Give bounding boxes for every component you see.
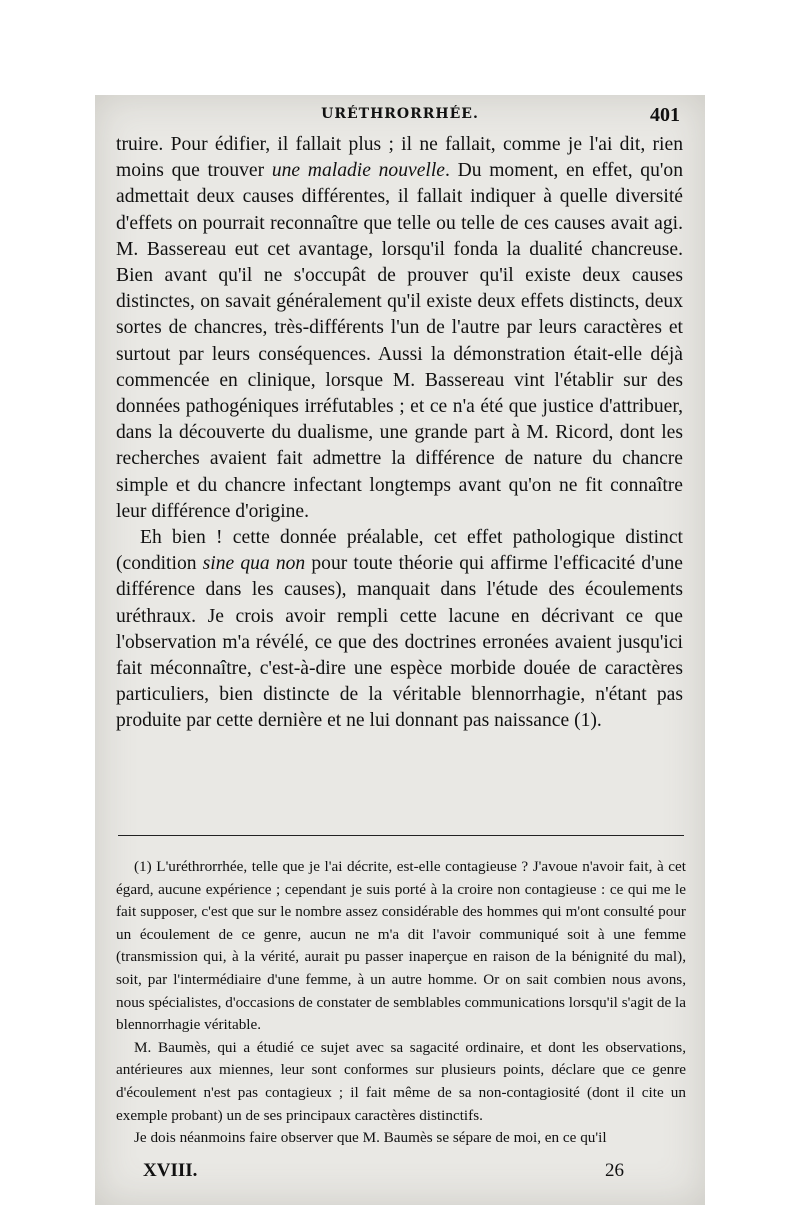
page-number: 401 (650, 104, 680, 126)
body-paragraph-2-italic: sine qua non (202, 553, 306, 575)
body-paragraph-1 (116, 132, 683, 525)
main-text (116, 132, 683, 735)
running-title: URÉTHRORRHÉE. (321, 106, 479, 122)
body-paragraph-1-text-a: truire. Pour édifier, il fallait plus ; il ne fallait, comme je l'ai dit, rien moins que trouver (116, 134, 683, 182)
body-paragraph-2-text-a: Eh bien ! cette donnée préalable, cet effet pathologique distinct (condition (116, 527, 683, 575)
body-paragraph-2-text-b: pour toute théorie qui affirme l'efficacité d'une différence dans les causes), manquait dans l'étude des écoulements uréthraux. Je crois avoir rempli cette lacune en décrivant ce que l'observation m'a révélé, ce que des doctrines erronées avaient jusqu'ici fait méconnaître, c'est-à-dire une espèce morbide douée de caractères particuliers, bien distincte de la véritable blennorrhagie, n'étant pas produite par cette dernière et ne lui donnant pas naissance (1). (116, 553, 683, 732)
footnote-paragraph-3: Je dois néanmoins faire observer que M. Baumès se sépare de moi, en ce qu'il (134, 1129, 607, 1147)
sheet-number: 26 (605, 1160, 624, 1181)
footnote-paragraph-1: (1) L'uréthrorrhée, telle que je l'ai décrite, est-elle contagieuse ? J'avoue n'avoir fait, à cet égard, aucune expérience ; cependant je suis porté à la croire non contagieuse : ce qui me le fait supposer, c'est que sur le nombre assez considérable des hommes qui m'ont consulté pour un écoulement de ce genre, aucun ne m'a dit l'avoir communiqué soit à une femme (transmission qui, à la vérité, aurait pu passer inaperçue en raison de la bénignité du mal), soit, par l'intermédiaire d'une femme, à un autre homme. Or on sait combien nous avons, nous spécialistes, d'occasions de constater de semblables communications lorsqu'il s'agit de la blennorrhagie véritable. (116, 858, 687, 1034)
body-paragraph-2 (116, 525, 683, 735)
page-header (0, 104, 800, 128)
footnote-separator (118, 835, 684, 836)
footnote-paragraph-2: M. Baumès, qui a étudié ce sujet avec sa sagacité ordinaire, et dont les observations, antérieures aux miennes, leur sont conformes sur plusieurs points, déclare que ce genre d'écoulement n'est pas contagieux ; il fait même de sa non-contagiosité (dont il cite un exemple probant) un de ses principaux caractères distinctifs. (116, 1038, 686, 1124)
signature-mark: XVIII. (143, 1160, 198, 1181)
body-paragraph-1-text-b: . Du moment, en effet, qu'on admettait deux causes différentes, il fallait indiquer à quelle diversité d'effets on pourrait reconnaître que telle ou telle de ces causes avait agi. M. Bassereau eut cet avantage, lorsqu'il fonda la dualité chancreuse. Bien avant qu'il ne s'occupât de prouver qu'il existe deux causes distinctes, on savait généralement qu'il existe deux effets distincts, deux sortes de chancres, très-différents l'un de l'autre par leurs caractères et surtout par leurs conséquences. Aussi la démonstration était-elle déjà commencée en clinique, lorsque M. Bassereau vint l'établir sur des données pathogéniques irréfutables ; et ce n'a été que justice d'attribuer, dans la découverte du dualisme, une grande part à M. Ricord, dont les recherches avaient fait admettre la différence de nature du chancre simple et du chancre infectant longtemps avant qu'on ne fit connaître leur différence d'origine. (116, 160, 683, 522)
body-paragraph-1-italic: une maladie nouvelle (271, 160, 445, 182)
footnotes (116, 856, 686, 1150)
